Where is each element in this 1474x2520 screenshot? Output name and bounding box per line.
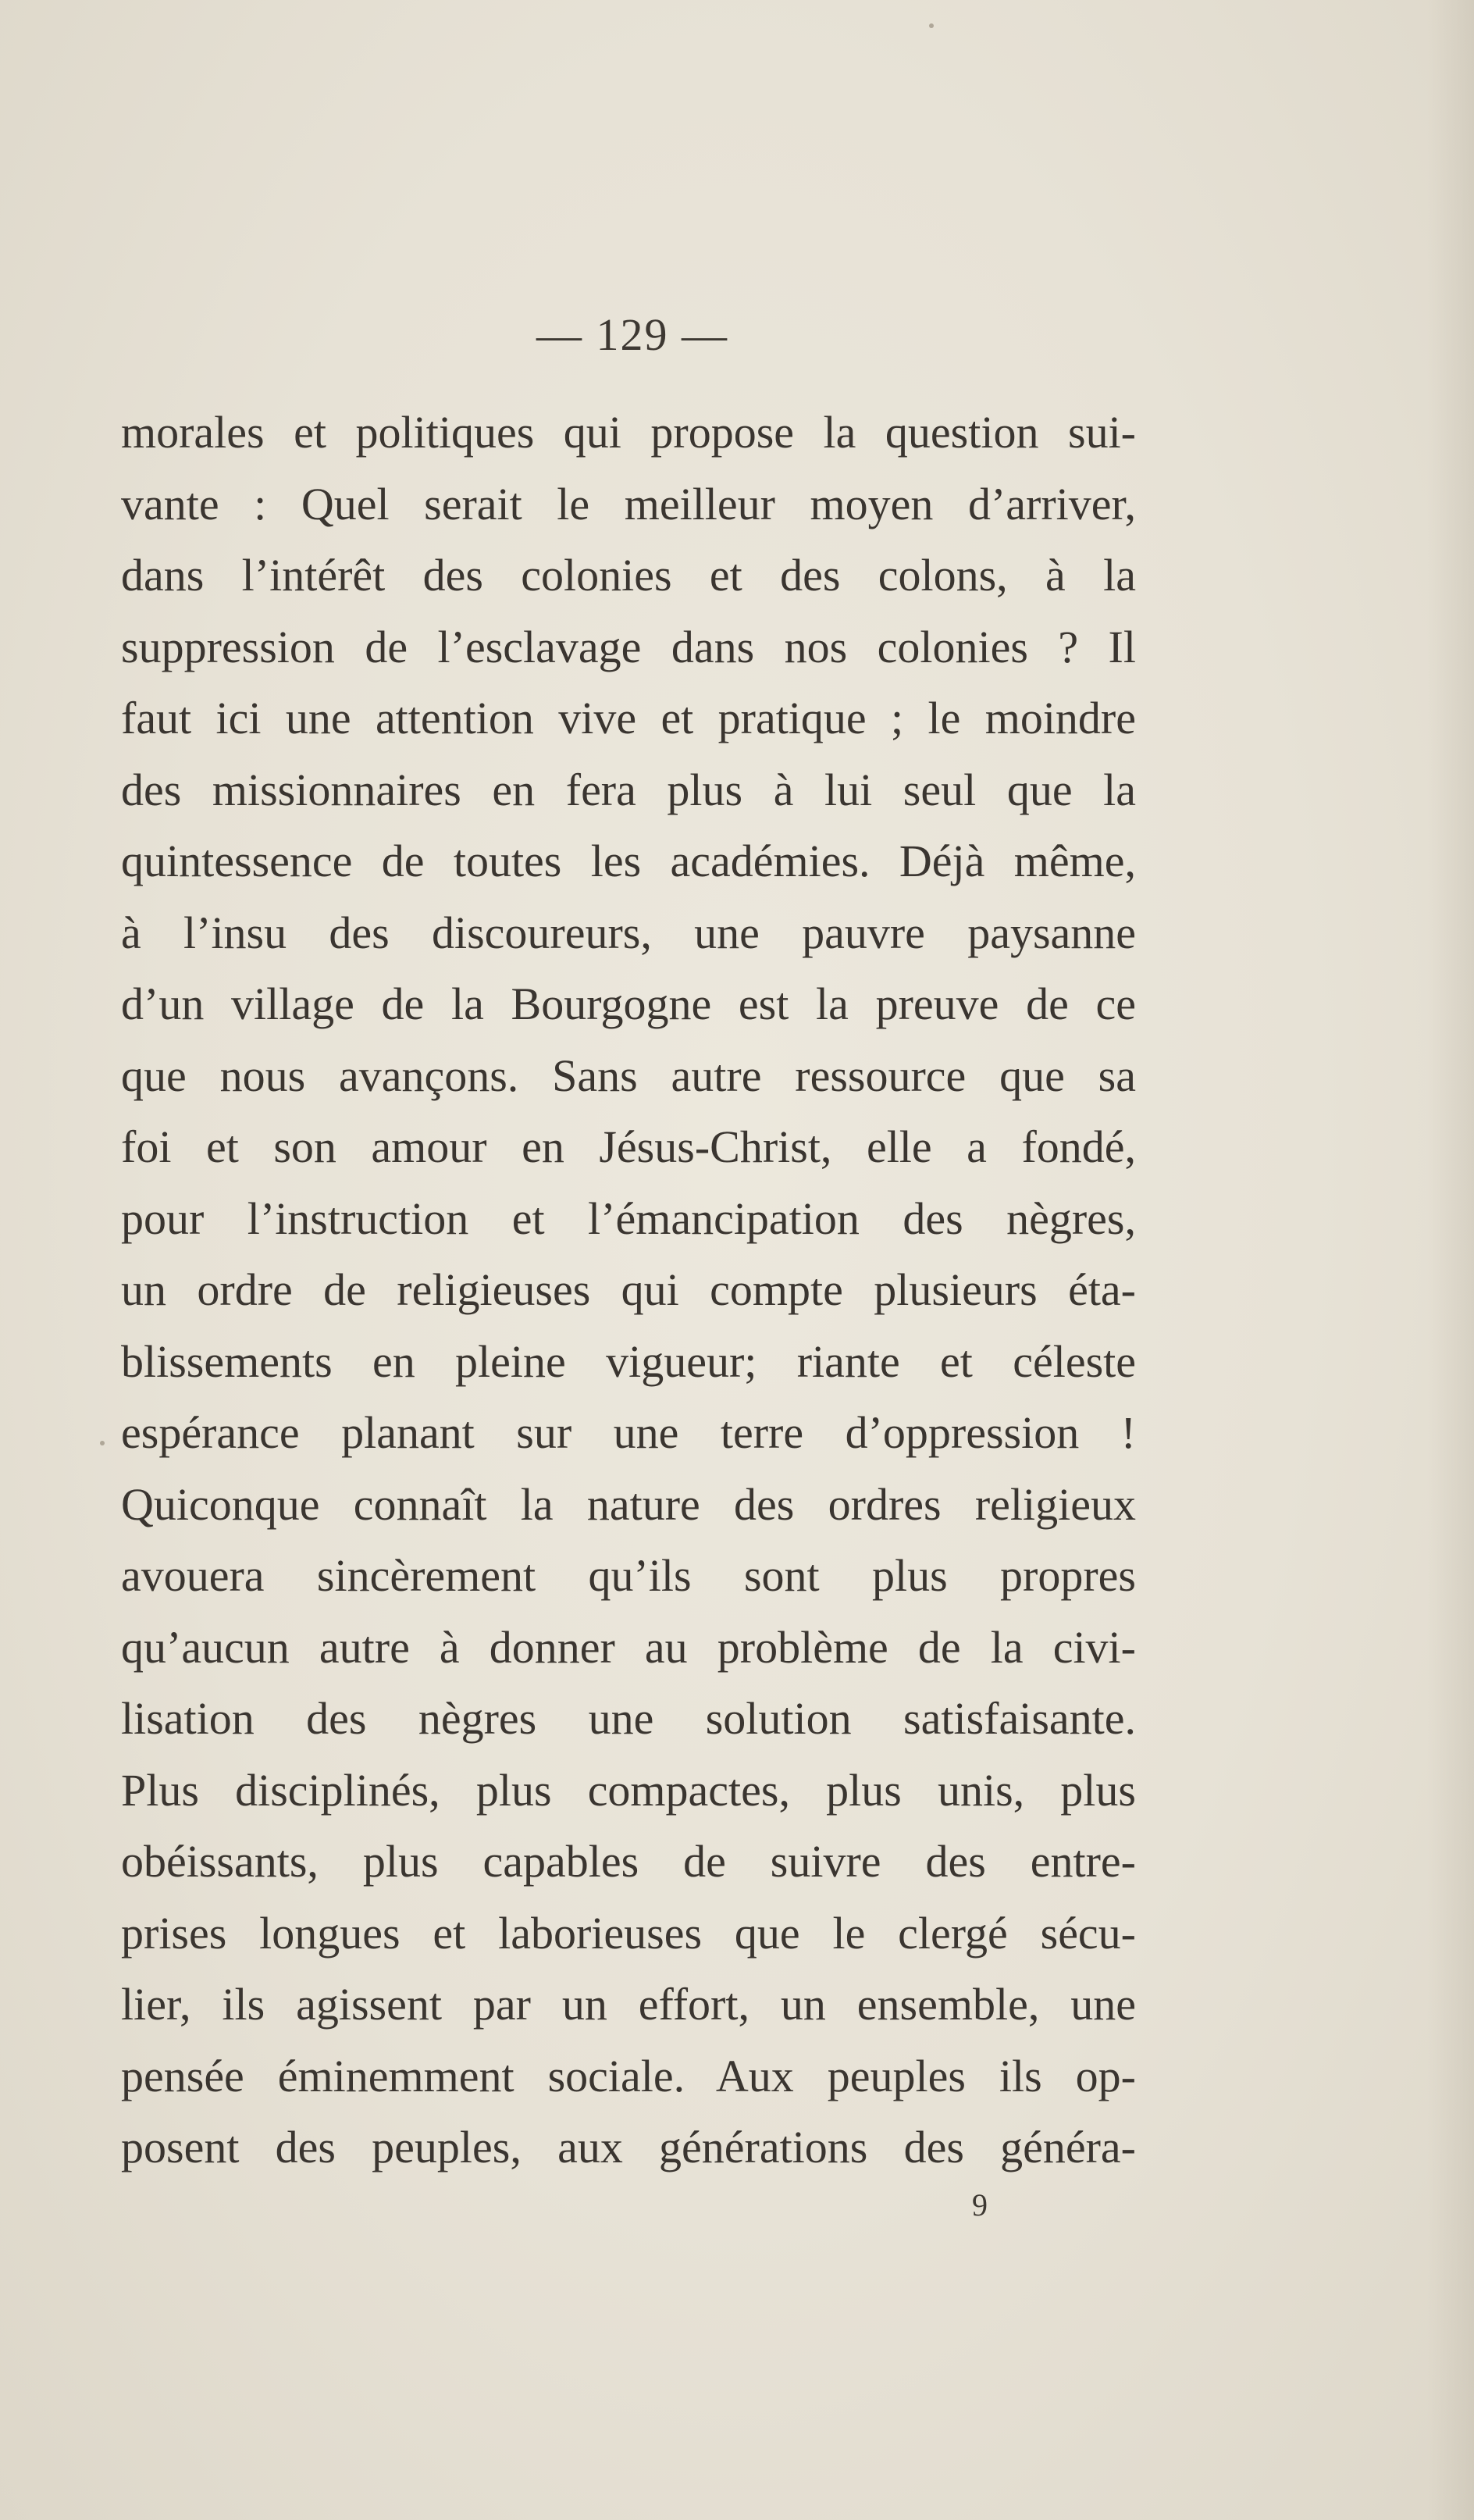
text-line: pour l’instruction et l’émancipation des nègres, xyxy=(121,1192,1136,1244)
text-line: qu’aucun autre à donner au problème de la civi- xyxy=(121,1621,1136,1673)
page-edge-shadow xyxy=(1427,0,1474,2520)
text-line: un ordre de religieuses qui compte plusieurs éta- xyxy=(121,1264,1136,1315)
text-line: que nous avançons. Sans autre ressource que sa xyxy=(121,1050,1136,1101)
text-line: Quiconque connaît la nature des ordres religieux xyxy=(121,1478,1136,1530)
text-line: morales et politiques qui propose la question sui- xyxy=(121,407,1136,458)
text-line: suppression de l’esclavage dans nos colonies ? Il xyxy=(121,621,1136,672)
text-line: espérance planant sur une terre d’oppression ! xyxy=(121,1407,1136,1458)
text-line: foi et son amour en Jésus-Christ, elle a fondé, xyxy=(121,1121,1136,1172)
text-line: quintessence de toutes les académies. Déjà même, xyxy=(121,836,1136,886)
text-line: des missionnaires en fera plus à lui seul que la xyxy=(121,764,1136,815)
text-line: lisation des nègres une solution satisfaisante. xyxy=(121,1693,1136,1744)
text-line: posent des peuples, aux générations des généra- xyxy=(121,2122,1136,2172)
page-number-header: — 129 — xyxy=(536,309,728,360)
body-text xyxy=(121,397,1136,2183)
text-line: faut ici une attention vive et pratique ; le moindre xyxy=(121,693,1136,743)
text-line: Plus disciplinés, plus compactes, plus unis, plus xyxy=(121,1764,1136,1816)
text-line: obéissants, plus capables de suivre des entre- xyxy=(121,1836,1136,1887)
text-line: vante : Quel serait le meilleur moyen d’arriver, xyxy=(121,478,1136,529)
paper-speck xyxy=(100,1441,105,1445)
text-line: blissements en pleine vigueur; riante et céleste xyxy=(121,1335,1136,1387)
text-line: à l’insu des discoureurs, une pauvre paysanne xyxy=(121,907,1136,958)
signature-mark: 9 xyxy=(972,2187,988,2222)
paper-speck xyxy=(929,23,934,28)
text-line: lier, ils agissent par un effort, un ensemble, une xyxy=(121,1979,1136,2030)
text-line: pensée éminemment sociale. Aux peuples ils op- xyxy=(121,2050,1136,2101)
text-line: dans l’intérêt des colonies et des colons, à la xyxy=(121,550,1136,601)
text-line: prises longues et laborieuses que le clergé sécu- xyxy=(121,1907,1136,1959)
text-line: d’un village de la Bourgogne est la preuve de ce xyxy=(121,978,1136,1029)
text-line: avouera sincèrement qu’ils sont plus propres xyxy=(121,1550,1136,1601)
